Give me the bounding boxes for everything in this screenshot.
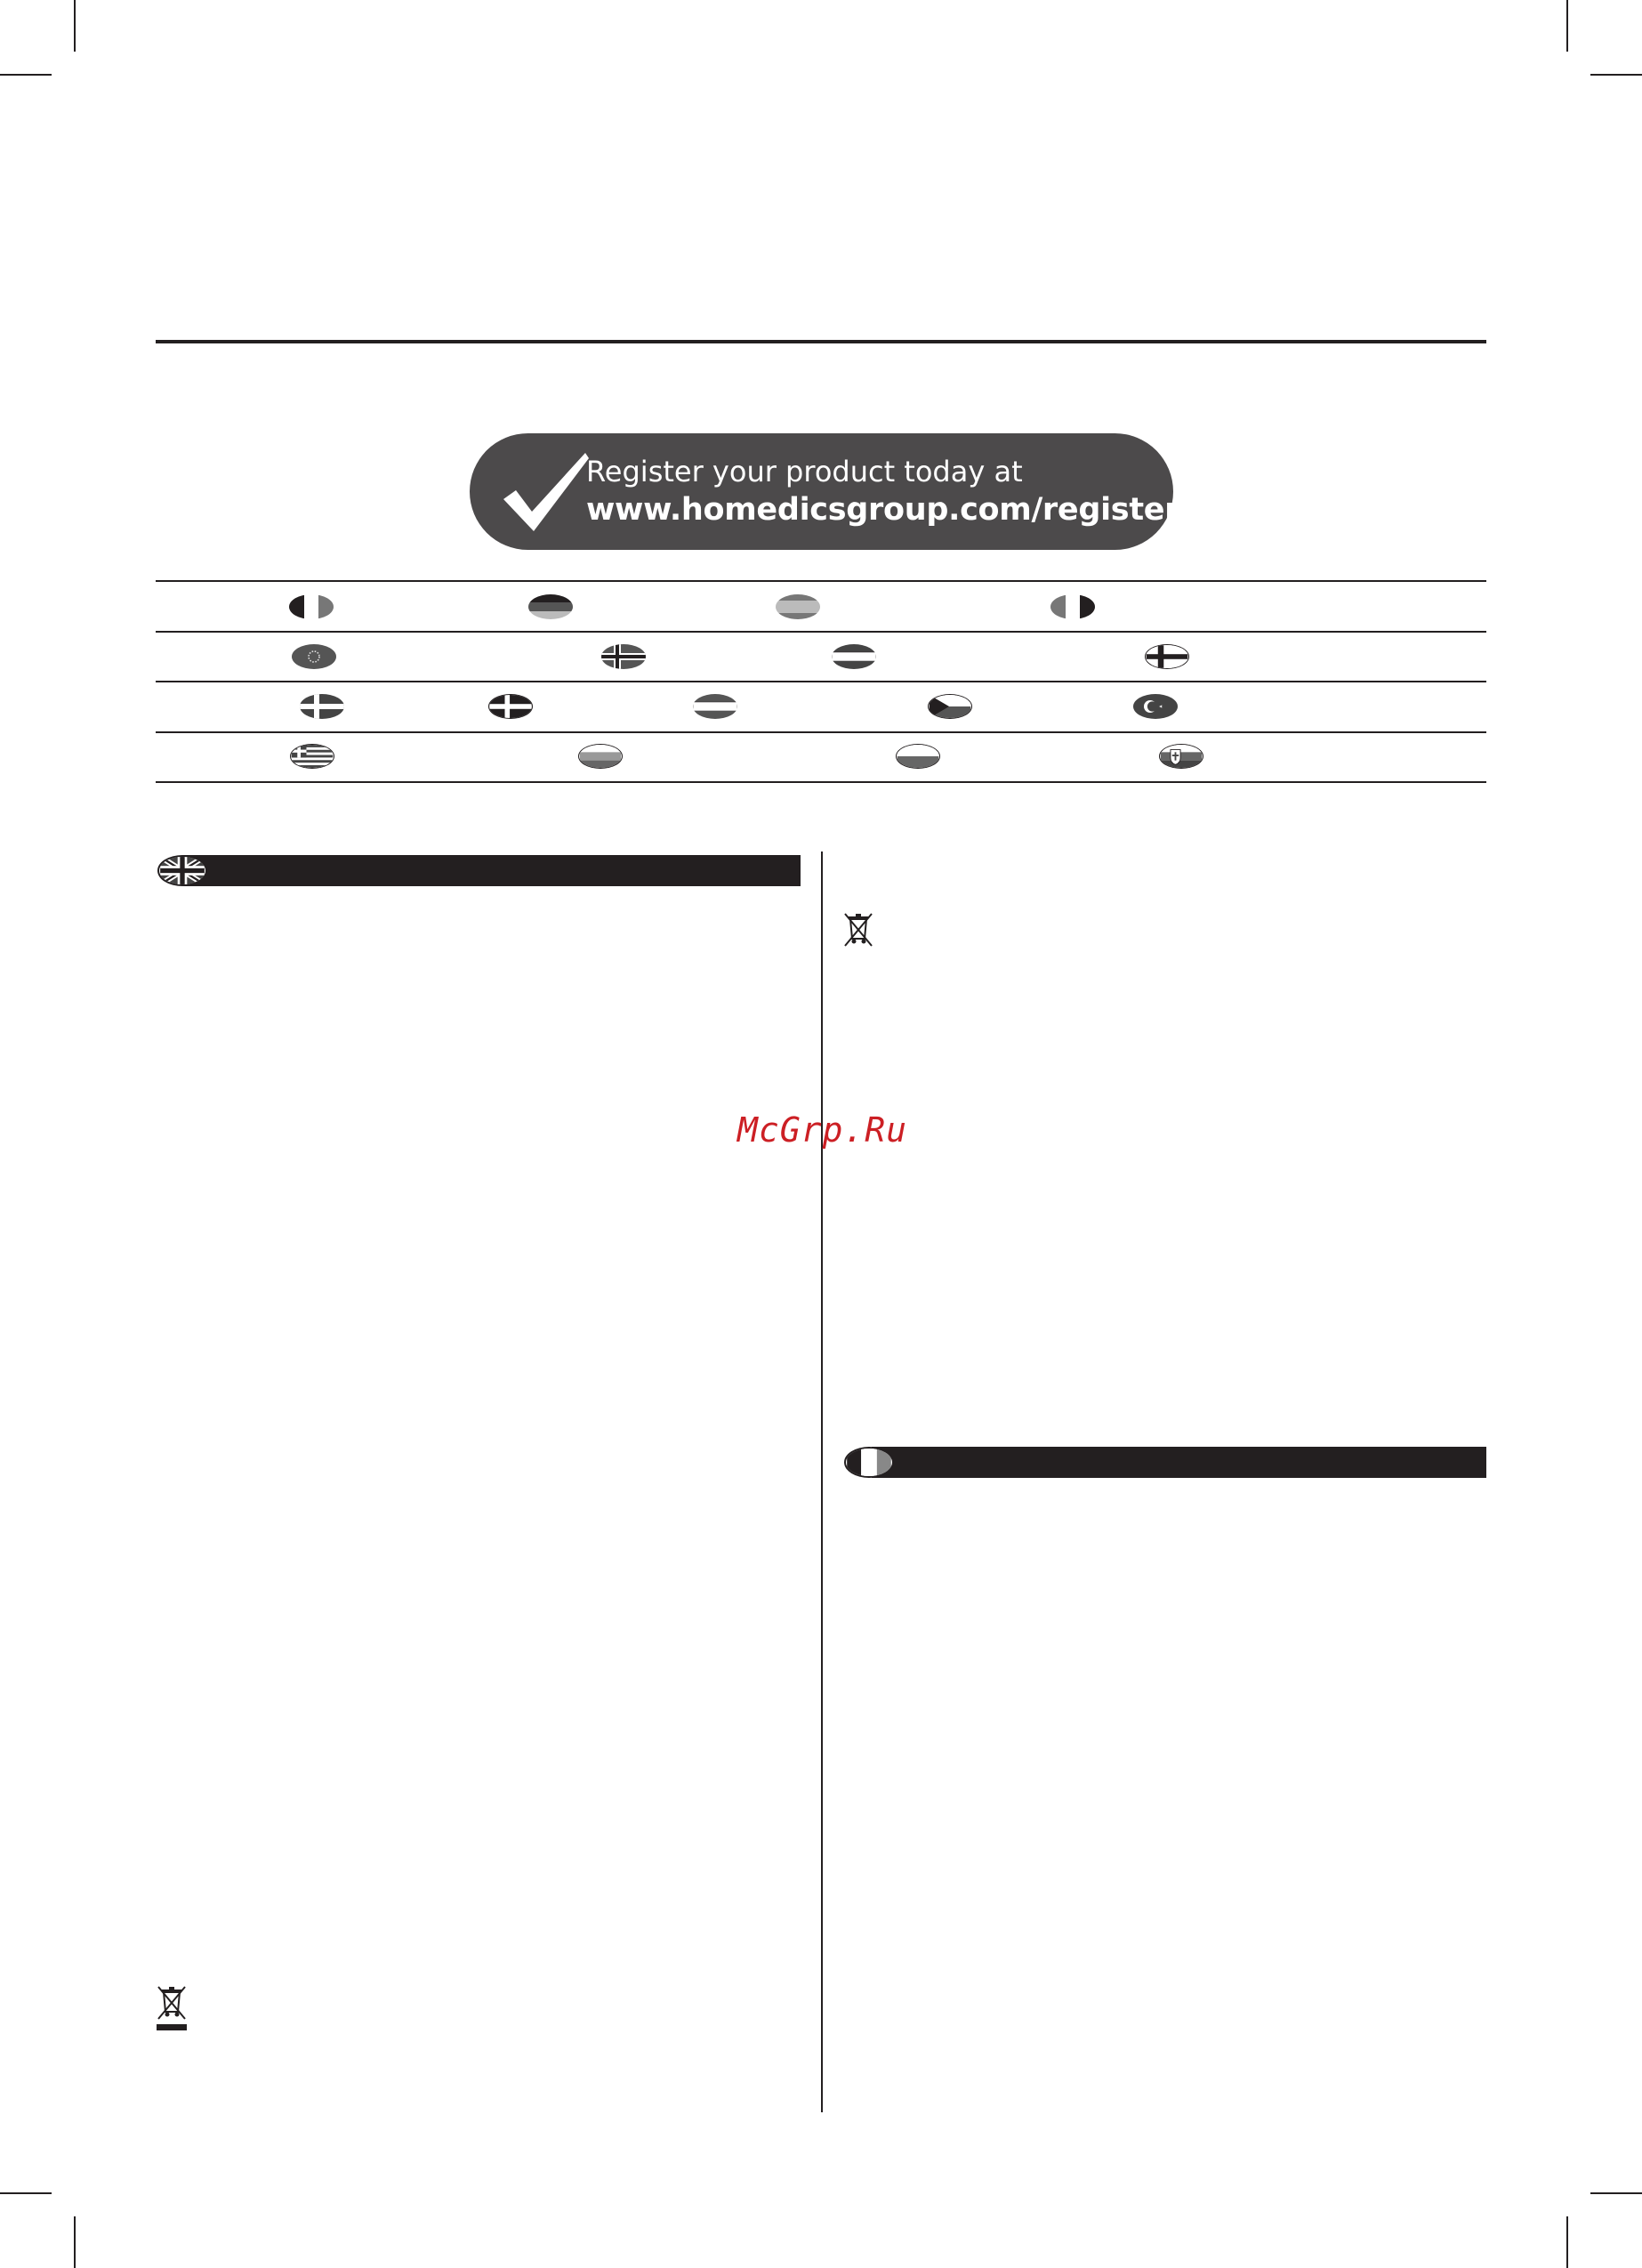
flag-table-rule (156, 580, 1486, 582)
crossed-out-wheelie-bin-icon (841, 910, 875, 948)
greece-flag (290, 744, 334, 769)
registration-banner[interactable] (470, 433, 1180, 550)
watermark-text: McGrp.Ru (737, 1110, 908, 1150)
finland-flag (1145, 644, 1189, 669)
registration-url[interactable]: www.homedicsgroup.com/register (586, 492, 1180, 528)
crop-mark (1566, 2216, 1568, 2268)
austria-flag (693, 694, 737, 719)
crossed-out-wheelie-bin-icon (155, 1983, 189, 2032)
crop-mark (0, 74, 52, 76)
germany-flag (528, 594, 573, 619)
russia-flag (578, 744, 623, 769)
netherlands-flag (832, 644, 876, 669)
header-rule (156, 340, 1486, 343)
italy-flag (289, 594, 334, 619)
flag-table-rule (156, 631, 1486, 633)
denmark-flag (300, 694, 344, 719)
checkmark-icon (496, 448, 594, 537)
uk-flag-icon (157, 855, 207, 886)
section-header-bar (183, 855, 801, 886)
ireland-flag-icon (844, 1447, 894, 1478)
crop-mark (1566, 0, 1568, 52)
crop-mark (0, 2192, 52, 2194)
column-divider (821, 852, 823, 2112)
spain-flag (776, 594, 820, 619)
denmark-flag (488, 694, 533, 719)
crop-mark (74, 2216, 76, 2268)
norway-flag (601, 644, 646, 669)
crop-mark (1590, 74, 1642, 76)
slovakia-flag (1159, 744, 1203, 769)
ireland-flag (1050, 594, 1095, 619)
poland-flag (896, 744, 940, 769)
europe-flag (292, 644, 336, 669)
flag-table-rule (156, 681, 1486, 682)
flag-table-rule (156, 781, 1486, 783)
registration-prompt: Register your product today at (586, 455, 1023, 488)
flag-table-rule (156, 731, 1486, 733)
section-header-bar (872, 1447, 1486, 1478)
crop-mark (74, 0, 76, 52)
czech-flag (928, 694, 972, 719)
crop-mark (1590, 2192, 1642, 2194)
turkey-flag (1133, 694, 1178, 719)
